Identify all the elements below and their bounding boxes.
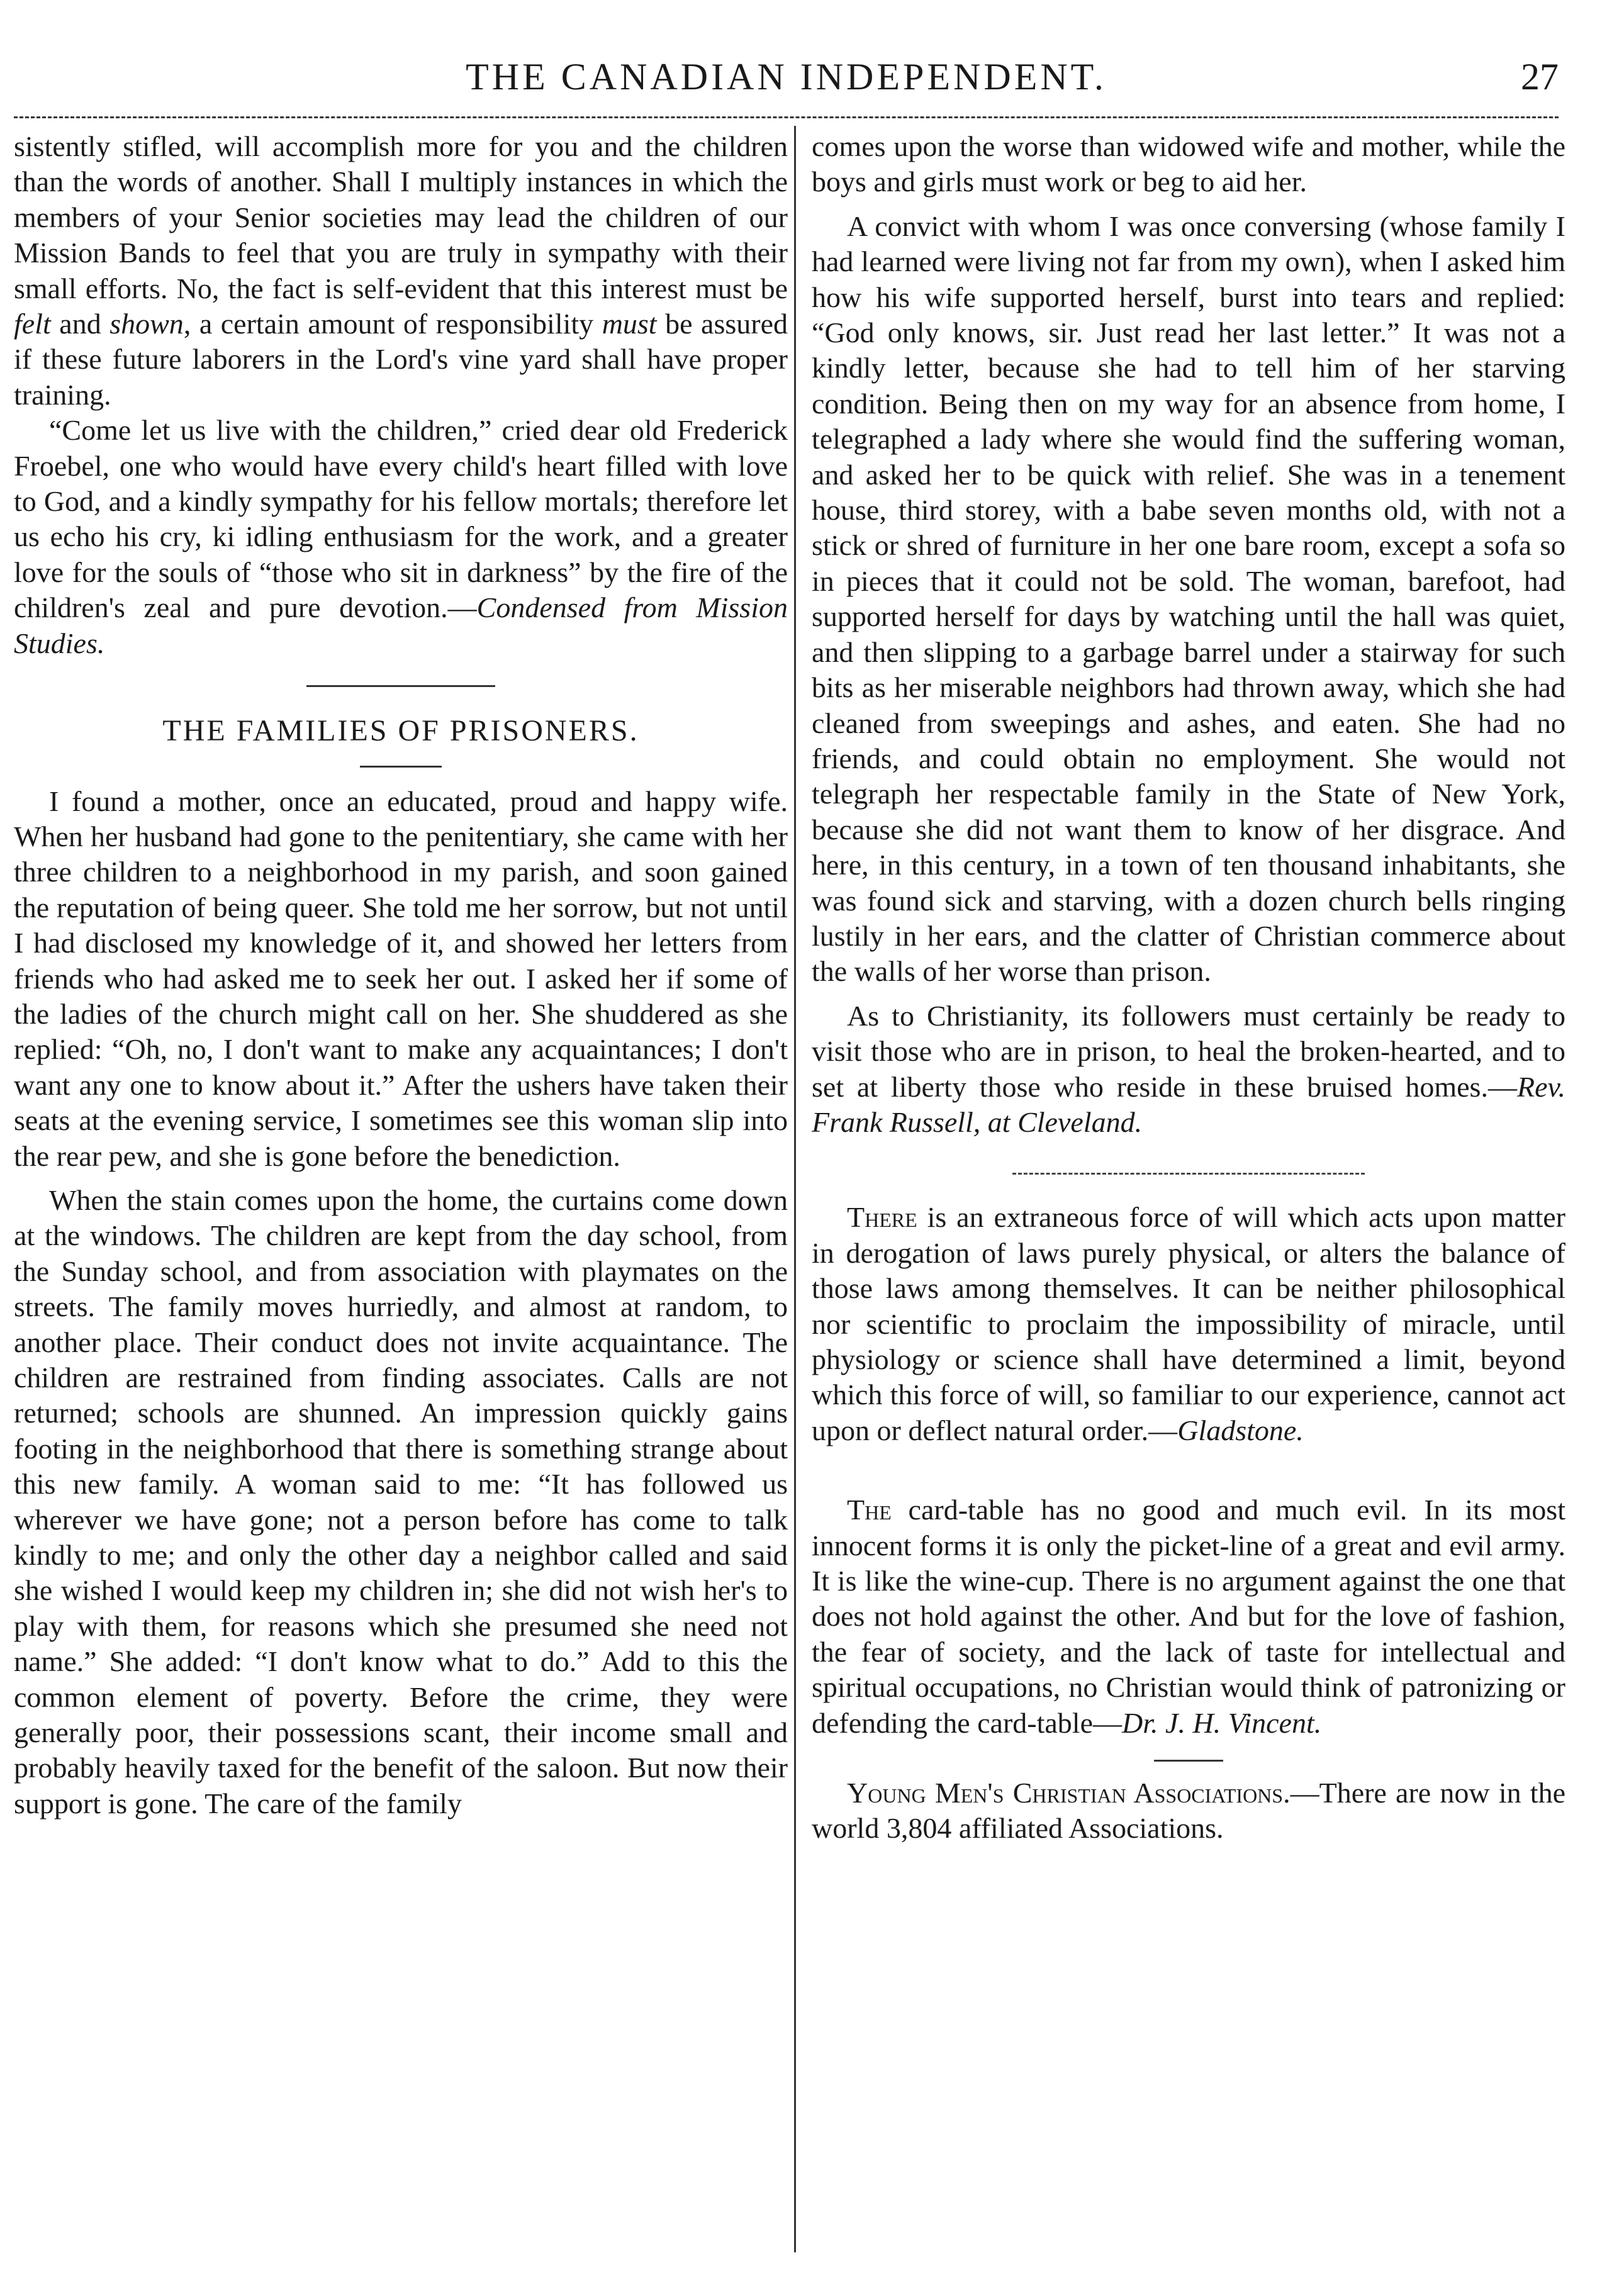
paragraph-gap bbox=[812, 990, 1565, 998]
text-run: , a certain amount of responsibility bbox=[183, 308, 602, 340]
article-paragraph bbox=[14, 413, 788, 661]
text-run: card-table has no good and much evil. In its most innocent forms it is only the picket-line of a great and evil army. It is like the wine-cup. There is no argument against the one that does not hold against the other. And but for the love of fashion, the fear of society, and the lack of taste for intellectual and spiritual occupations, no Christian would think of patronizing or defending the card-table— bbox=[812, 1494, 1565, 1739]
text-run: be assured if these future laborers in the Lord's vine yard shall have proper training. bbox=[14, 308, 788, 411]
emphasis-text: felt bbox=[14, 308, 51, 340]
emphasis-text: shown bbox=[109, 308, 184, 340]
text-run: “Come let us live with the children,” cried dear old Frederick Froebel, one who would have every child's heart filled with love to God, and a kindly sympathy for his fellow mortals; therefore let us echo his cry, ki idling enthusiasm for the work, and a greater love for the souls of “those who sit in darkness” by the fire of the children's zeal and pure devotion.— bbox=[14, 414, 788, 624]
article-paragraph bbox=[812, 998, 1565, 1141]
article-paragraph: comes upon the worse than widowed wife and mother, while the boys and girls must work or beg to aid her. bbox=[812, 130, 1565, 198]
paragraph-gap bbox=[14, 1174, 788, 1183]
text-run: —There are now in the world 3,804 affiliated Associations. bbox=[812, 1777, 1565, 1845]
section-rule bbox=[306, 685, 495, 687]
article-paragraph bbox=[812, 1775, 1565, 1847]
text-run: As to Christianity, its followers must certainly be ready to visit those who are in prison, to heal the broken-hearted, and to set at liberty those who reside in these bruised homes.— bbox=[812, 999, 1565, 1103]
page-header bbox=[14, 50, 1559, 120]
left-column bbox=[14, 129, 788, 1821]
title-rule bbox=[360, 766, 442, 768]
article-paragraph bbox=[14, 129, 788, 413]
lead-word: The bbox=[847, 1494, 892, 1526]
header-rule bbox=[14, 116, 1559, 118]
article-paragraph bbox=[812, 1200, 1565, 1448]
text-run: sistently stifled, will accomplish more for you and the children than the words of another. Shall I multiply instances in which the members of your Senior societies may lead the children of our Mission Bands to feel that you are truly in sympathy with their small efforts. No, the fact is self-evident that this interest must be bbox=[14, 130, 788, 305]
section-rule bbox=[1012, 1173, 1365, 1175]
lead-word: There bbox=[847, 1201, 917, 1234]
paragraph-gap bbox=[812, 200, 1565, 209]
source-attribution: Gladstone. bbox=[1177, 1414, 1304, 1446]
right-column bbox=[812, 129, 1565, 1847]
article-paragraph: I found a mother, once an educated, proud and happy wife. When her husband had gone to the penitentiary, she came with her three children to a neighborhood in my parish, and soon gained the reputation of being queer. She told me her sorrow, but not until I had disclosed my knowledge of it, and showed her letters from friends who had asked me to seek her out. I asked her if some of the ladies of the church might call on her. She shuddered as she replied: “Oh, no, I don't want to make any acquaintances; I don't want any one to know about it.” After the ushers have taken their seats at the evening service, I sometimes see this woman slip into the rear pew, and she is gone before the benediction. bbox=[14, 785, 788, 1172]
section-rule bbox=[1154, 1760, 1223, 1762]
page-number: 27 bbox=[1521, 56, 1559, 98]
source-attribution: Condensed from Mission Studies. bbox=[14, 591, 788, 659]
publication-title: THE CANADIAN INDEPENDENT. bbox=[466, 56, 1107, 98]
paragraph-gap bbox=[812, 1484, 1565, 1492]
lead-heading: Young Men's Christian Associations. bbox=[847, 1777, 1291, 1809]
source-attribution: Rev. Frank Russell, at Cleveland. bbox=[812, 1070, 1565, 1138]
article-paragraph: A convict with whom I was once conversing (whose family I had learned were living not far from my own), when I asked him how his wife supported herself, burst into tears and replied: “God only knows, sir. Just read her last letter.” It was not a kindly letter, because she had to tell him of her starving condition. Being then on my way for an absence from home, I telegraphed a lady where she would find the suffering woman, and asked her to be quick with relief. She was in a tenement house, third storey, with a babe seven months old, with not a stick or shred of furniture in her one bare room, except a sofa so in pieces that it could not be sold. The woman, barefoot, had supported herself for days by watching until the hall was quiet, and then slipping to a garbage barrel under a stairway for such bits as her miserable neighbors had thrown away, which she had cleaned from sweepings and ashes, and eaten. She had no friends, and could obtain no employment. She would not telegraph her respectable family in the State of New York, because she did not want them to know of her disgrace. And here, in this century, in a town of ten thousand inhabitants, she was found sick and starving, with a dozen church bells ringing lustily in her ears, and the clatter of Christian commerce about the walls of her worse than prison. bbox=[812, 210, 1565, 988]
column-divider bbox=[794, 126, 796, 2252]
article-paragraph bbox=[812, 1492, 1565, 1741]
source-attribution: Dr. J. H. Vincent. bbox=[1122, 1706, 1322, 1739]
text-run: is an extraneous force of will which acts upon matter in derogation of laws purely physical, or alters the balance of those laws among themselves. It can be neither philosophical nor scientific to proclaim the impossibility of miracle, until physiology or science shall have determined a limit, beyond which this force of will, so familiar to our experience, cannot act upon or deflect natural order.— bbox=[812, 1201, 1565, 1446]
text-run: and bbox=[50, 308, 110, 340]
article-paragraph: When the stain comes upon the home, the curtains come down at the windows. The children are kept from the day school, from the Sunday school, and from association with playmates on the streets. The family moves hurriedly, and almost at random, to another place. Their conduct does not invite acquaintance. The children are restrained from finding associates. Calls are not returned; schools are shunned. An impression quickly gains footing in the neighborhood that there is something strange about this new family. A woman said to me: “It has followed us wherever we have gone; not a person before has come to talk kindly to me; and only the other day a neighbor called and said she wished I would keep my children in; she did not wish her's to play with them, for reasons which she presumed she need not name.” She added: “I don't know what to do.” Add to this the common element of poverty. Before the crime, they were generally poor, their possessions scant, their income small and probably heavily taxed for the benefit of the saloon. But now their support is gone. The care of the family bbox=[14, 1183, 788, 1820]
emphasis-text: must bbox=[602, 308, 657, 340]
section-title: THE FAMILIES OF PRISONERS. bbox=[162, 714, 639, 748]
